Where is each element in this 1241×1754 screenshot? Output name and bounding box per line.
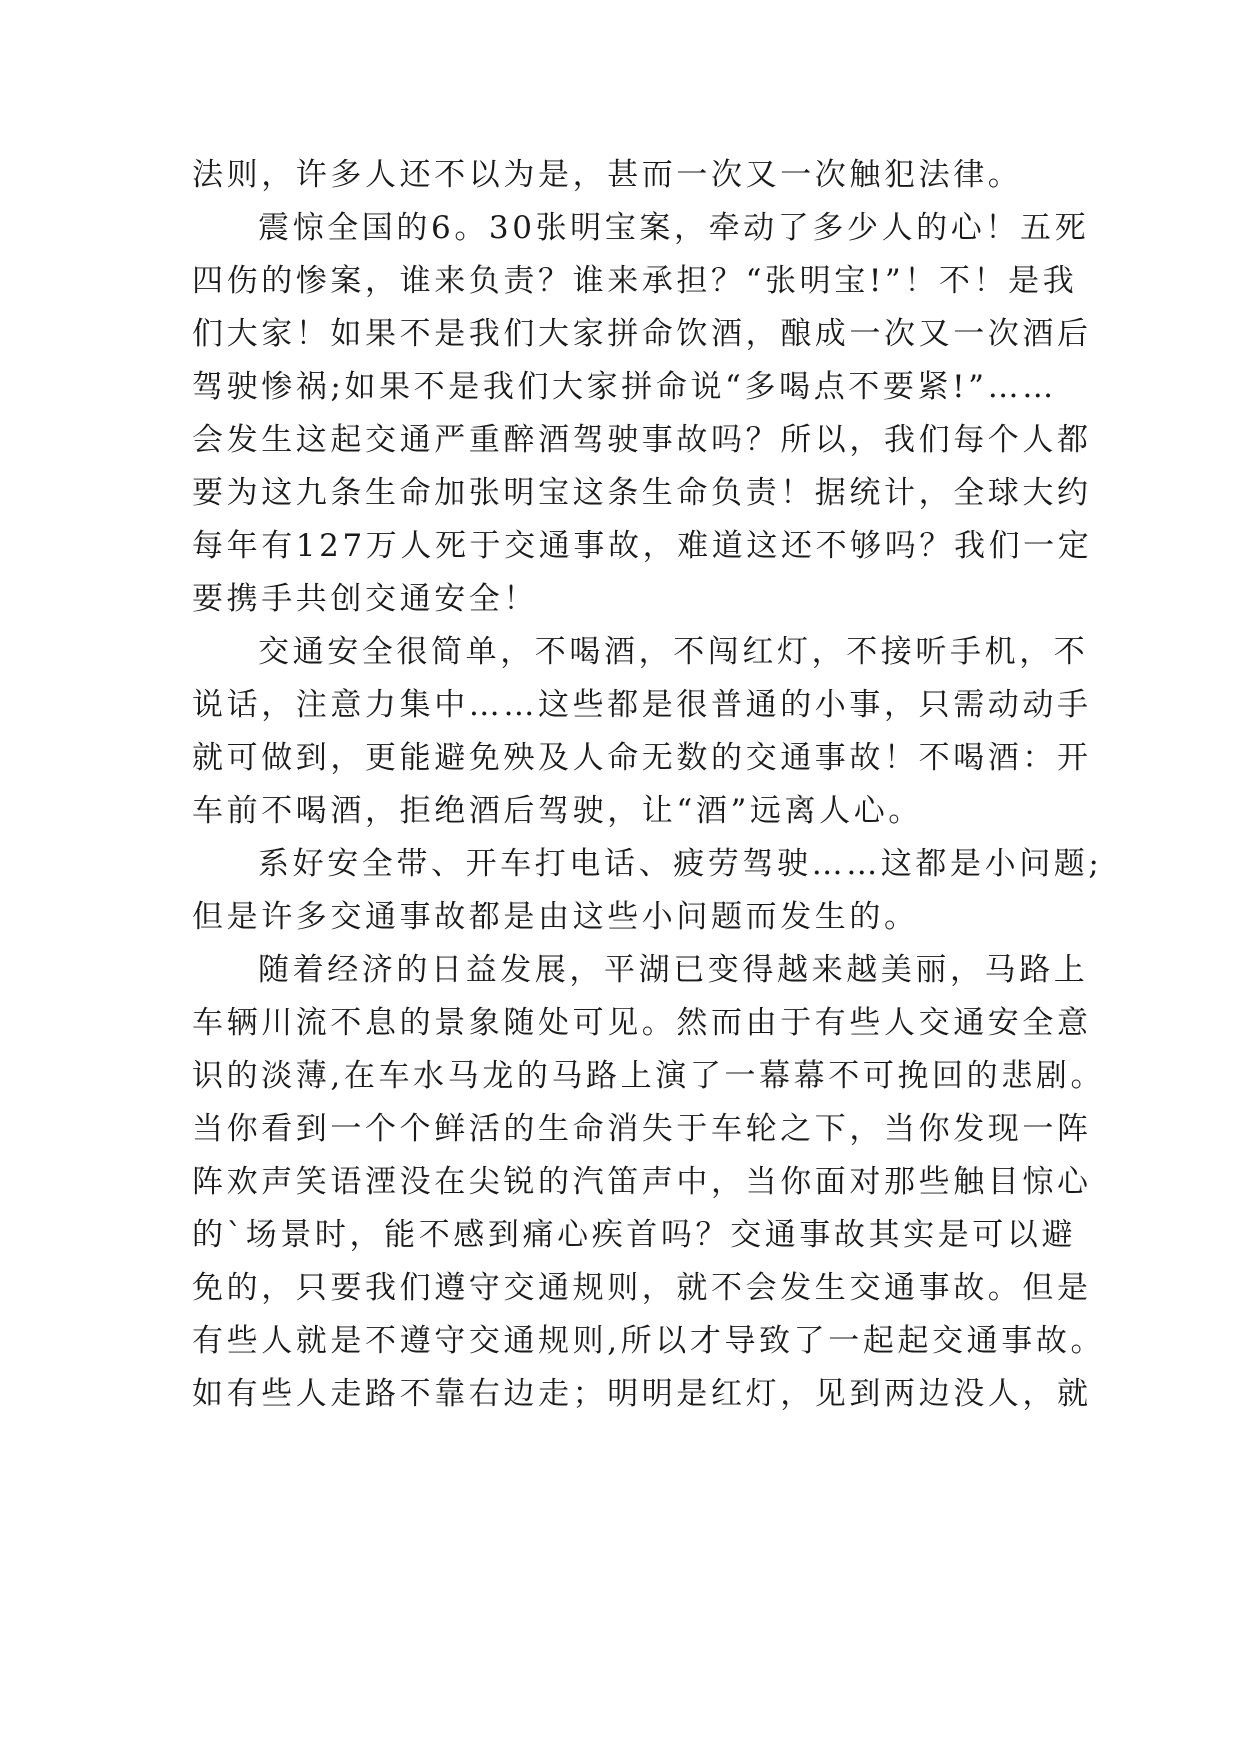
text-line: 法则，许多人还不以为是，甚而一次又一次触犯法律。 — [192, 157, 1023, 193]
text-line: 会发生这起交通严重醉酒驾驶事故吗？所以，我们每个人都 — [192, 422, 1092, 458]
text-line: 驾驶惨祸;如果不是我们大家拼命说“多喝点不要紧!”…… — [192, 369, 1057, 405]
text-line: 们大家！如果不是我们大家拼命饮酒，酿成一次又一次酒后 — [192, 316, 1092, 352]
paragraph-first-line: 随着经济的日益发展，平湖已变得越来越美丽，马路上 — [258, 952, 1089, 988]
text-line: 四伤的惨案，谁来负责？谁来承担？“张明宝!”！不！是我 — [192, 263, 1078, 299]
text-line: 就可做到，更能避免殃及人命无数的交通事故！不喝酒：开 — [192, 740, 1092, 776]
text-line: 识的淡薄,在车水马龙的马路上演了一幕幕不可挽回的悲剧。 — [192, 1058, 1106, 1094]
paragraph-first-line: 交通安全很简单，不喝酒，不闯红灯，不接听手机，不 — [258, 634, 1089, 670]
text-line: 要为这九条生命加张明宝这条生命负责！据统计，全球大约 — [192, 475, 1092, 511]
text-line: 免的，只要我们遵守交通规则，就不会发生交通事故。但是 — [192, 1270, 1092, 1306]
paragraph-first-line: 系好安全带、开车打电话、疲劳驾驶……这都是小问题; — [258, 846, 1103, 882]
text-line: 阵欢声笑语湮没在尖锐的汽笛声中，当你面对那些触目惊心 — [192, 1164, 1092, 1200]
text-line: 如有些人走路不靠右边走；明明是红灯，见到两边没人，就 — [192, 1376, 1092, 1412]
text-line: 的`场景时，能不感到痛心疾首吗？交通事故其实是可以避 — [192, 1217, 1077, 1253]
text-line: 但是许多交通事故都是由这些小问题而发生的。 — [192, 899, 919, 935]
text-line: 车辆川流不息的景象随处可见。然而由于有些人交通安全意 — [192, 1005, 1092, 1041]
text-line: 车前不喝酒，拒绝酒后驾驶，让“酒”远离人心。 — [192, 793, 923, 829]
text-line: 要携手共创交通安全！ — [192, 581, 538, 617]
text-line: 每年有127万人死于交通事故，难道这还不够吗？我们一定 — [192, 528, 1093, 564]
paragraph-first-line: 震惊全国的6。30张明宝案，牵动了多少人的心！五死 — [258, 210, 1090, 246]
text-line: 当你看到一个个鲜活的生命消失于车轮之下，当你发现一阵 — [192, 1111, 1092, 1147]
text-line: 有些人就是不遵守交通规则,所以才导致了一起起交通事故。 — [192, 1323, 1106, 1359]
text-line: 说话，注意力集中……这些都是很普通的小事，只需动动手 — [192, 687, 1092, 723]
